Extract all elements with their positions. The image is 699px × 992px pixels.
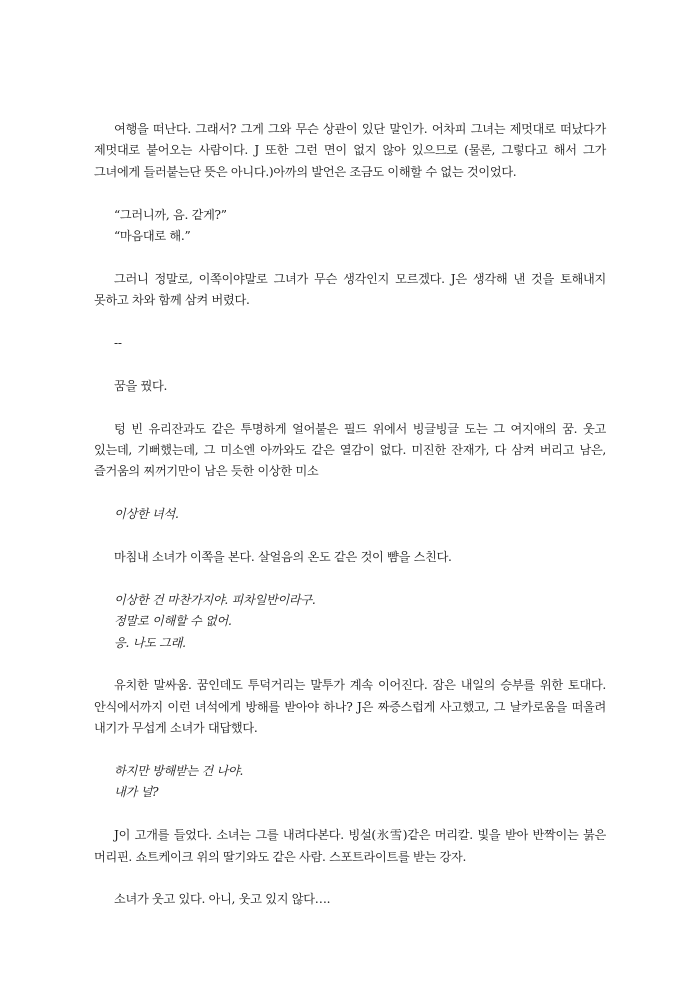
paragraph: 소녀가 웃고 있다. 아니, 웃고 있지 않다…. xyxy=(114,892,331,907)
paragraph: 여행을 떠난다. 그래서? 그게 그와 무슨 상관이 있단 말인가. 어차피 그녀는 제멋대로 떠났다가 제멋대로 붙어오는 사람이다. J 또한 그런 면이 없지 않아 있으므로 (물론, 그렇다고 해서 그가 그녀에게 들러붙는단 뜻은 아니다.)아까의 발언은 조금도 이해할 수 없는 것이었다. xyxy=(94,122,606,179)
paragraph: 꿈을 꿨다. xyxy=(114,378,168,393)
blank-line xyxy=(94,526,606,547)
blank-line xyxy=(94,247,606,268)
paragraph: 텅 빈 유리잔과도 같은 투명하게 얼어붙은 필드 위에서 빙글빙글 도는 그 여지애의 꿈. 웃고 있는데, 기뻐했는데, 그 미소엔 아까와도 같은 열감이 없다. 미진한 잔재가, 다 삼켜 버리고 남은, 즐거움의 찌꺼기만이 남은 듯한 이상한 미소 xyxy=(94,421,606,479)
blank-line xyxy=(94,312,606,333)
blank-line xyxy=(94,397,606,418)
italic-line: 이상한 건 마찬가지야. 피차일반이라구. xyxy=(114,592,316,607)
italic-line: 내가 널? xyxy=(114,785,159,800)
italic-line: 응. 나도 그래. xyxy=(114,635,186,650)
blank-line xyxy=(94,483,606,504)
blank-line xyxy=(94,740,606,761)
dialogue-line: “마음대로 해.” xyxy=(114,229,191,244)
italic-line: 이상한 녀석. xyxy=(114,507,179,522)
blank-line xyxy=(94,654,606,675)
document-body xyxy=(94,119,606,911)
paragraph: 유치한 말싸움. 꿈인데도 투덕거리는 말투가 계속 이어진다. 잠은 내일의 승부를 위한 토대다. 안식에서까지 이런 녀석에게 방해를 받아야 하나? J은 짜증스럽게 사고했고, 그 날카로움을 떠올려 내기가 무섭게 소녀가 대답했다. xyxy=(94,678,606,736)
paragraph: 그러니 정말로, 이쪽이야말로 그녀가 무슨 생각인지 모르겠다. J은 생각해 낸 것을 토해내지 못하고 차와 함께 삼켜 버렸다. xyxy=(94,271,606,308)
blank-line xyxy=(94,568,606,589)
scene-break: -- xyxy=(114,336,122,351)
blank-line xyxy=(94,804,606,825)
paragraph: 마침내 소녀가 이쪽을 본다. 살얼음의 온도 같은 것이 뺨을 스친다. xyxy=(114,550,452,565)
blank-line xyxy=(94,868,606,889)
blank-line xyxy=(94,183,606,204)
dialogue-line: “그러니까, 음. 같게?” xyxy=(114,207,227,222)
italic-line: 정말로 이해할 수 없어. xyxy=(114,614,232,629)
italic-line: 하지만 방해받는 건 나야. xyxy=(114,764,244,779)
paragraph: J이 고개를 들었다. 소녀는 그를 내려다본다. 빙설(氷雪)같은 머리칼. 빛을 받아 반짝이는 붉은 머리핀. 쇼트케이크 위의 딸기와도 같은 사람. 스포트라이트를 받는 강자. xyxy=(94,828,606,864)
blank-line xyxy=(94,354,606,375)
